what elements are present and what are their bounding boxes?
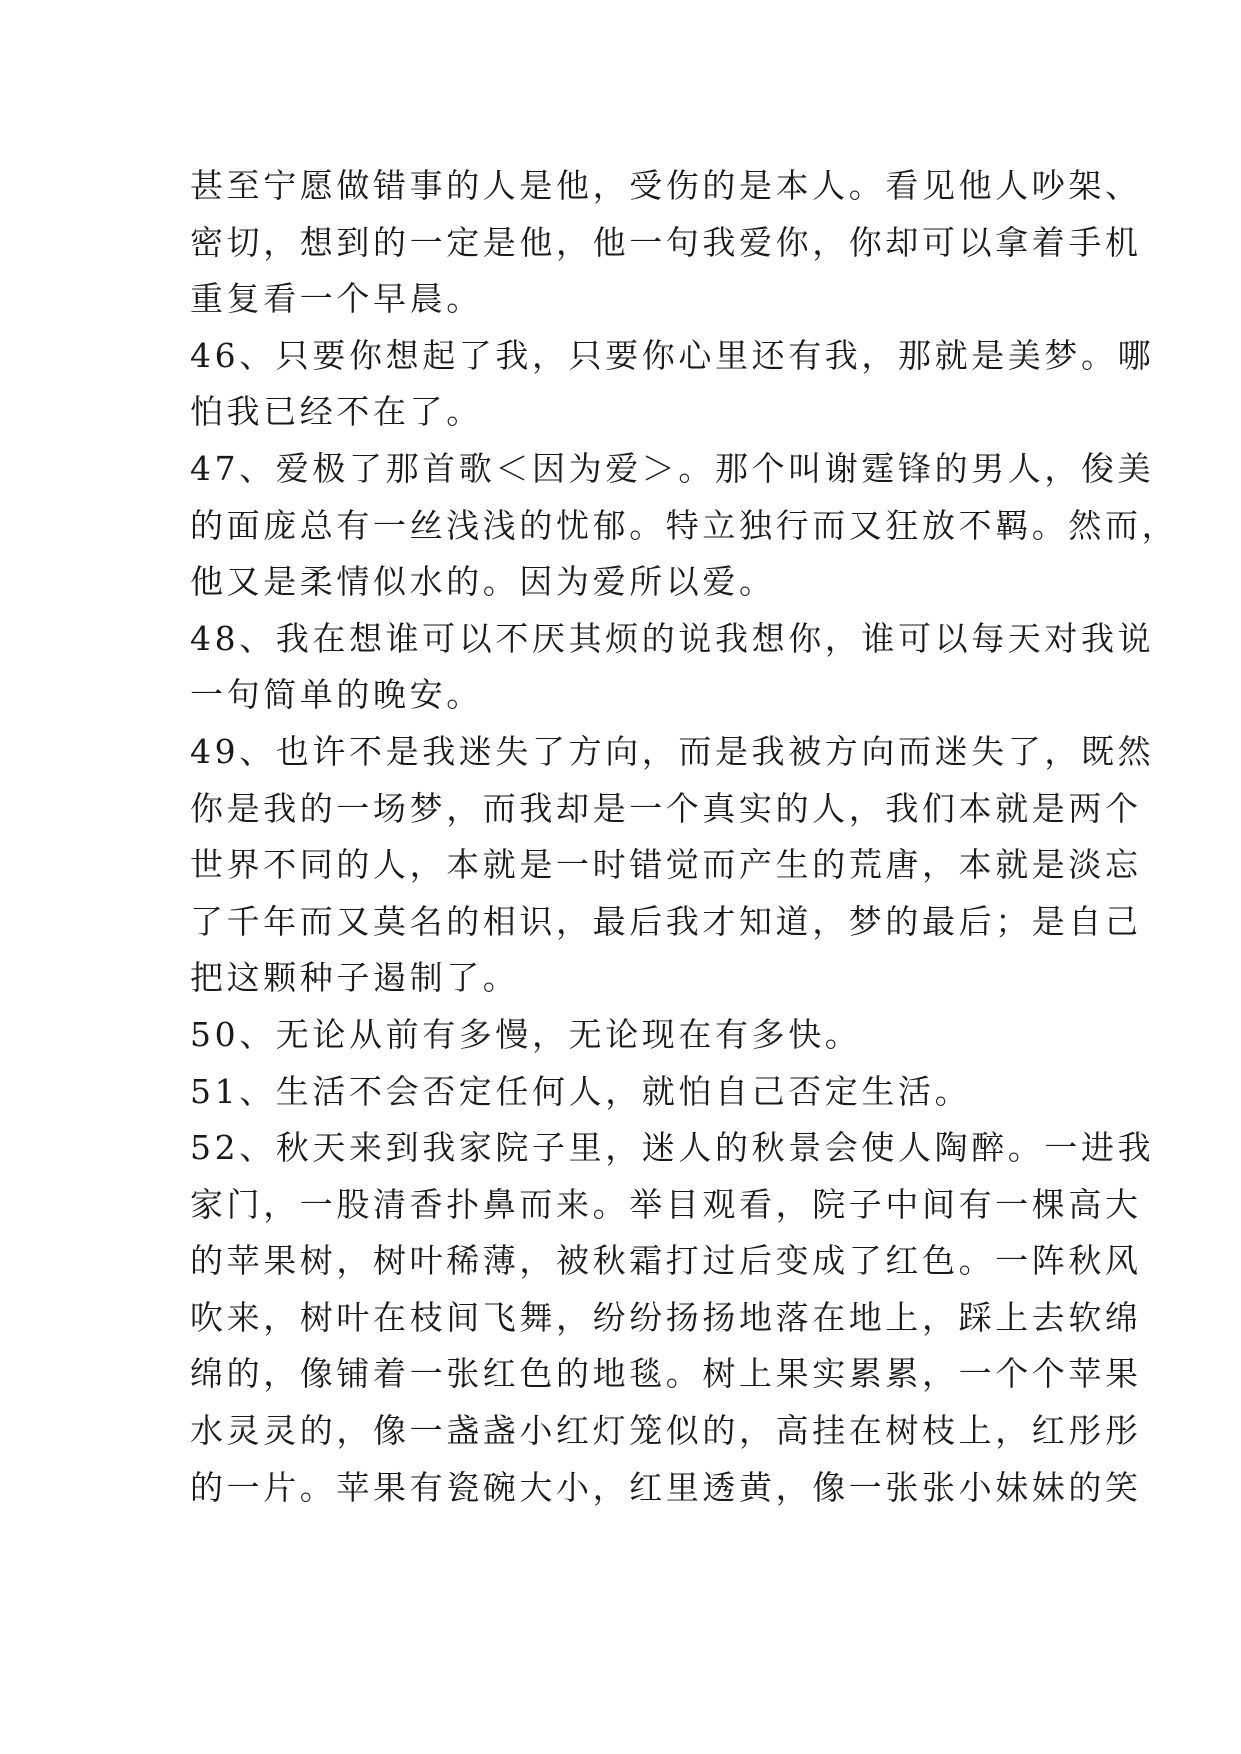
text-line: 家门，一股清香扑鼻而来。举目观看，院子中间有一棵高大: [190, 1184, 1142, 1224]
text-line: 你是我的一场梦，而我却是一个真实的人，我们本就是两个: [190, 788, 1142, 828]
text-line: 把这颗种子遏制了。: [190, 958, 520, 998]
text-line: 吹来，树叶在枝间飞舞，纷纷扬扬地落在地上，踩上去软绵: [190, 1297, 1142, 1337]
text-line: 46、只要你想起了我，只要你心里还有我，那就是美梦。哪: [190, 335, 1155, 375]
text-line: 绵的，像铺着一张红色的地毯。树上果实累累，一个个苹果: [190, 1354, 1142, 1394]
text-line: 怕我已经不在了。: [190, 392, 483, 432]
text-line: 的面庞总有一丝浅浅的忧郁。特立独行而又狂放不羁。然而，: [190, 505, 1179, 545]
text-line: 一句简单的晚安。: [190, 675, 483, 715]
text-line: 他又是柔情似水的。因为爱所以爱。: [190, 562, 776, 602]
text-line: 了千年而又莫名的相识，最后我才知道，梦的最后；是自己: [190, 901, 1142, 941]
body-text: [190, 158, 1179, 1516]
text-line: 的一片。苹果有瓷碗大小，红里透黄，像一张张小妹妹的笑: [190, 1467, 1142, 1507]
text-line: 世界不同的人，本就是一时错觉而产生的荒唐，本就是淡忘: [190, 845, 1142, 885]
text-line: 49、也许不是我迷失了方向，而是我被方向而迷失了，既然: [190, 731, 1155, 771]
text-line: 47、爱极了那首歌＜因为爱＞。那个叫谢霆锋的男人，俊美: [190, 448, 1155, 488]
text-line: 48、我在想谁可以不厌其烦的说我想你，谁可以每天对我说: [190, 618, 1155, 658]
text-line: 密切，想到的一定是他，他一句我爱你，你却可以拿着手机: [190, 222, 1142, 262]
text-line: 水灵灵的，像一盏盏小红灯笼似的，高挂在树枝上，红彤彤: [190, 1411, 1142, 1451]
text-line: 50、无论从前有多慢，无论现在有多快。: [190, 1014, 862, 1054]
text-line: 的苹果树，树叶稀薄，被秋霜打过后变成了红色。一阵秋风: [190, 1241, 1142, 1281]
text-line: 52、秋天来到我家院子里，迷人的秋景会使人陶醉。一进我: [190, 1128, 1155, 1168]
text-line: 51、生活不会否定任何人，就怕自己否定生活。: [190, 1071, 972, 1111]
text-line: 甚至宁愿做错事的人是他，受伤的是本人。看见他人吵架、: [190, 166, 1142, 205]
text-line: 重复看一个早晨。: [190, 279, 483, 319]
